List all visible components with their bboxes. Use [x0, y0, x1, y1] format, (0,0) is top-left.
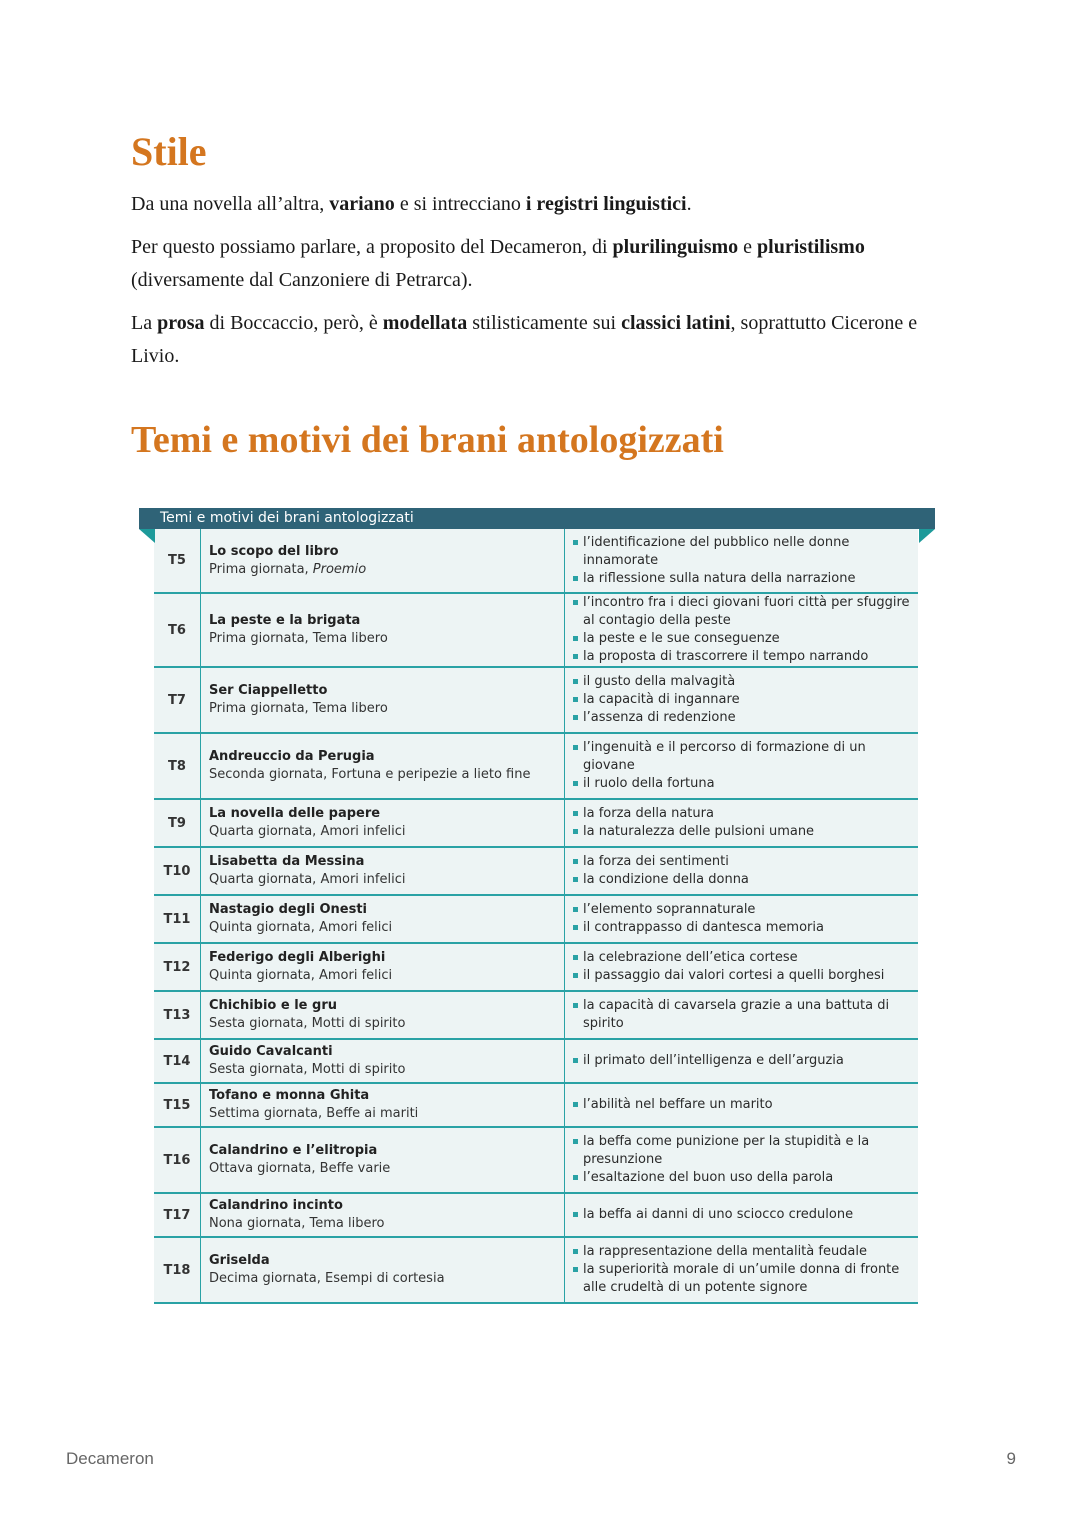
row-title: Guido Cavalcanti [209, 1044, 333, 1059]
theme-list [573, 997, 912, 1033]
theme-list [573, 594, 912, 666]
theme-item: l’esaltazione del buon uso della parola [573, 1169, 912, 1187]
row-code: T17 [154, 1193, 201, 1237]
theme-item: la beffa come punizione per la stupidità e la presunzione [573, 1133, 912, 1169]
stile-heading: Stile [131, 129, 207, 174]
theme-list [573, 534, 912, 588]
table-row [154, 1193, 918, 1237]
theme-item: la rappresentazione della mentalità feudale [573, 1243, 912, 1261]
table-row [154, 847, 918, 895]
row-code: T12 [154, 943, 201, 991]
theme-item: la condizione della donna [573, 871, 912, 889]
row-title: Tofano e monna Ghita [209, 1088, 370, 1103]
row-title-cell [201, 733, 565, 799]
row-title-cell [201, 895, 565, 943]
row-code: T13 [154, 991, 201, 1039]
table-row [154, 1039, 918, 1083]
theme-item: la capacità di ingannare [573, 691, 912, 709]
banner-fold-left [139, 529, 155, 543]
theme-list [573, 1096, 912, 1114]
theme-item: la naturalezza delle pulsioni umane [573, 823, 912, 841]
row-themes-cell [565, 1083, 919, 1127]
row-themes-cell [565, 1127, 919, 1193]
table-row [154, 943, 918, 991]
theme-item: l’identificazione del pubblico nelle donne innamorate [573, 534, 912, 570]
theme-list [573, 1133, 912, 1187]
row-title-cell [201, 529, 565, 593]
row-subtitle: Prima giornata, Proemio [209, 561, 367, 577]
row-subtitle: Quarta giornata, Amori infelici [209, 824, 406, 839]
row-subtitle: Ottava giornata, Beffe varie [209, 1161, 391, 1176]
theme-item: l’assenza di redenzione [573, 709, 912, 727]
row-title-cell [201, 1237, 565, 1303]
theme-list [573, 1206, 912, 1224]
theme-list [573, 1052, 912, 1070]
theme-item: l’ingenuità e il percorso di formazione di un giovane [573, 739, 912, 775]
row-title-cell [201, 799, 565, 847]
row-title: Ser Ciappelletto [209, 683, 328, 698]
row-title: Federigo degli Alberighi [209, 950, 386, 965]
theme-list [573, 739, 912, 793]
theme-item: il passaggio dai valori cortesi a quelli borghesi [573, 967, 912, 985]
row-code: T6 [154, 593, 201, 667]
row-themes-cell [565, 943, 919, 991]
row-title-cell [201, 943, 565, 991]
table-title: Temi e motivi dei brani antologizzati [160, 510, 414, 526]
stile-paragraph-1: Da una novella all’altra, variano e si intrecciano i registri linguistici. [131, 193, 692, 215]
theme-item: la riflessione sulla natura della narrazione [573, 570, 912, 588]
row-title: Andreuccio da Perugia [209, 749, 375, 764]
theme-item: l’incontro fra i dieci giovani fuori città per sfuggire al contagio della peste [573, 594, 912, 630]
banner-fold-right [919, 529, 935, 543]
row-subtitle: Quarta giornata, Amori infelici [209, 872, 406, 887]
theme-item: l’elemento soprannaturale [573, 901, 912, 919]
table-row [154, 895, 918, 943]
row-title-cell [201, 1083, 565, 1127]
row-subtitle: Seconda giornata, Fortuna e peripezie a lieto fine [209, 767, 531, 782]
row-themes-cell [565, 529, 919, 593]
theme-list [573, 853, 912, 889]
temi-heading: Temi e motivi dei brani antologizzati [131, 419, 724, 461]
row-themes-cell [565, 1237, 919, 1303]
row-code: T15 [154, 1083, 201, 1127]
theme-item: la forza dei sentimenti [573, 853, 912, 871]
row-code: T14 [154, 1039, 201, 1083]
row-code: T8 [154, 733, 201, 799]
theme-list [573, 673, 912, 727]
table-row [154, 529, 918, 593]
row-subtitle: Sesta giornata, Motti di spirito [209, 1062, 406, 1077]
row-themes-cell [565, 667, 919, 733]
theme-item: la proposta di trascorrere il tempo narrando [573, 648, 912, 666]
table-row [154, 733, 918, 799]
row-code: T11 [154, 895, 201, 943]
theme-item: la capacità di cavarsela grazie a una battuta di spirito [573, 997, 912, 1033]
theme-item: la peste e le sue conseguenze [573, 630, 912, 648]
row-title: La novella delle papere [209, 806, 381, 821]
row-code: T18 [154, 1237, 201, 1303]
themes-table-figure [139, 508, 935, 1304]
row-title: Calandrino e l’elitropia [209, 1143, 378, 1158]
theme-list [573, 1243, 912, 1297]
row-subtitle: Nona giornata, Tema libero [209, 1216, 385, 1231]
row-code: T16 [154, 1127, 201, 1193]
row-subtitle: Sesta giornata, Motti di spirito [209, 1016, 406, 1031]
row-themes-cell [565, 799, 919, 847]
table-banner [139, 508, 935, 529]
row-title-cell [201, 667, 565, 733]
row-title-cell [201, 593, 565, 667]
row-themes-cell [565, 1193, 919, 1237]
row-title: Chichibio e le gru [209, 998, 338, 1013]
theme-item: il ruolo della fortuna [573, 775, 912, 793]
table-row [154, 991, 918, 1039]
row-title: Calandrino incinto [209, 1198, 343, 1213]
row-title-cell [201, 1193, 565, 1237]
stile-paragraph-3: La prosa di Boccaccio, però, è modellata stilisticamente sui classici latini, soprattutto Cicerone e Livio. [131, 312, 918, 367]
row-title-cell [201, 1127, 565, 1193]
theme-list [573, 805, 912, 841]
row-subtitle: Settima giornata, Beffe ai mariti [209, 1106, 419, 1121]
theme-list [573, 949, 912, 985]
theme-item: l’abilità nel beffare un marito [573, 1096, 912, 1114]
table-row [154, 1127, 918, 1193]
footer-page-number: 9 [1006, 1449, 1016, 1468]
theme-item: la beffa ai danni di uno sciocco credulone [573, 1206, 912, 1224]
row-code: T7 [154, 667, 201, 733]
row-code: T10 [154, 847, 201, 895]
theme-item: il primato dell’intelligenza e dell’arguzia [573, 1052, 912, 1070]
row-subtitle: Decima giornata, Esempi di cortesia [209, 1271, 445, 1286]
row-title: Nastagio degli Onesti [209, 902, 367, 917]
row-code: T9 [154, 799, 201, 847]
table-row [154, 667, 918, 733]
theme-item: il contrappasso di dantesca memoria [573, 919, 912, 937]
theme-item: la celebrazione dell’etica cortese [573, 949, 912, 967]
themes-table [154, 529, 918, 1304]
row-title: La peste e la brigata [209, 613, 361, 628]
row-themes-cell [565, 733, 919, 799]
theme-list [573, 901, 912, 937]
row-themes-cell [565, 593, 919, 667]
theme-item: la superiorità morale di un’umile donna di fronte alle crudeltà di un potente signore [573, 1261, 912, 1297]
row-title: Lisabetta da Messina [209, 854, 365, 869]
row-title-cell [201, 991, 565, 1039]
row-themes-cell [565, 991, 919, 1039]
row-themes-cell [565, 1039, 919, 1083]
table-row [154, 1237, 918, 1303]
table-row [154, 1083, 918, 1127]
row-themes-cell [565, 847, 919, 895]
page-content [131, 129, 951, 461]
row-subtitle: Quinta giornata, Amori felici [209, 920, 393, 935]
row-subtitle: Prima giornata, Tema libero [209, 631, 388, 646]
footer-doc-title: Decameron [66, 1449, 154, 1468]
row-title: Lo scopo del libro [209, 543, 339, 559]
table-row [154, 799, 918, 847]
row-subtitle: Quinta giornata, Amori felici [209, 968, 393, 983]
row-title-cell [201, 847, 565, 895]
row-code: T5 [154, 529, 201, 593]
theme-item: la forza della natura [573, 805, 912, 823]
table-row [154, 593, 918, 667]
row-title: Griselda [209, 1253, 270, 1268]
row-themes-cell [565, 895, 919, 943]
themes-table-body [154, 529, 918, 1303]
stile-paragraph-2: Per questo possiamo parlare, a proposito del Decameron, di plurilinguismo e pluristilismo (diversamente dal Canzoniere di Petrarca). [131, 236, 865, 291]
theme-item: il gusto della malvagità [573, 673, 912, 691]
row-subtitle: Prima giornata, Tema libero [209, 701, 388, 716]
row-title-cell [201, 1039, 565, 1083]
